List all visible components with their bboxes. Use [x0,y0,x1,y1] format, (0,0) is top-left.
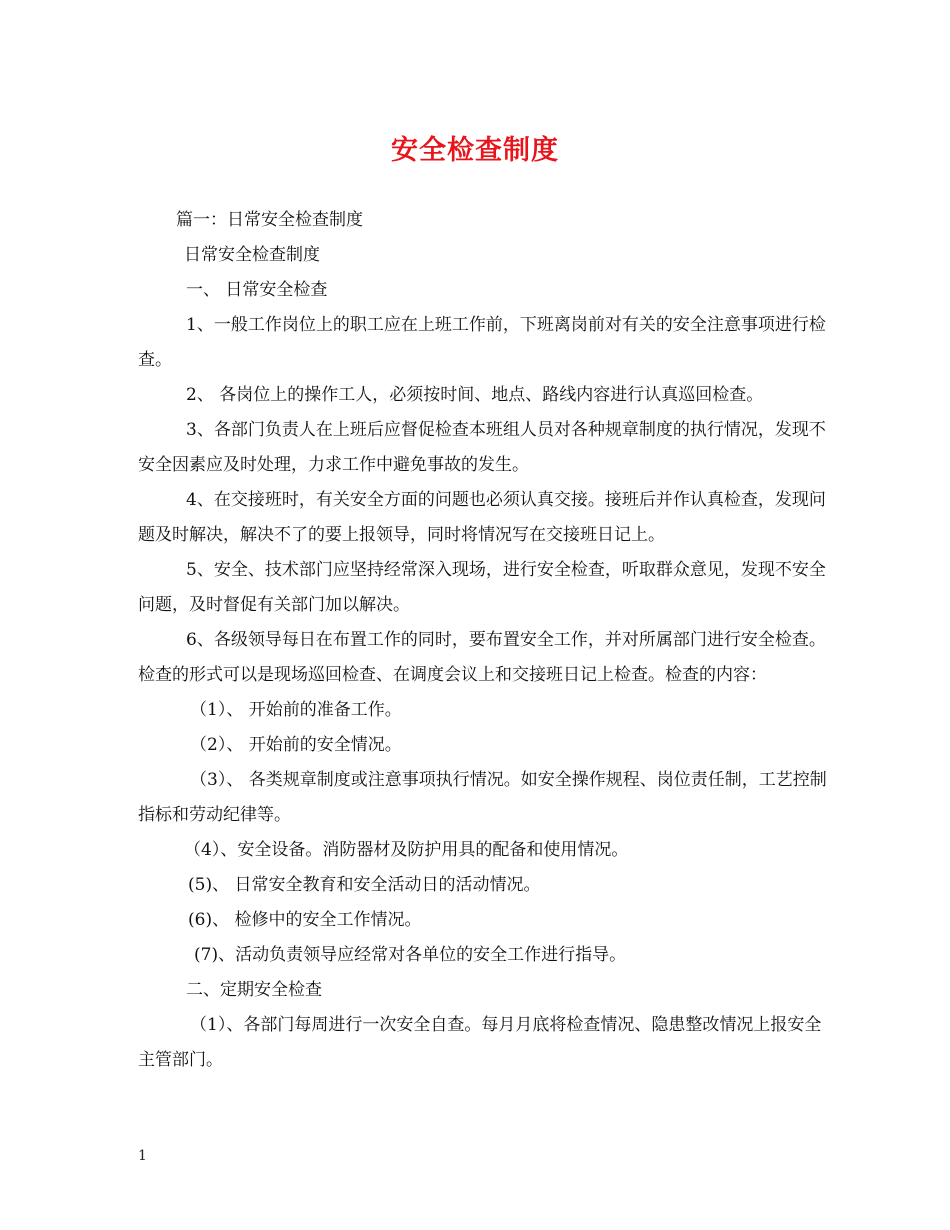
section-heading: 二、定期安全检查 [186,980,322,1000]
document-title: 安全检查制度 [391,135,559,166]
paragraph: 2、 各岗位上的操作工人，必须按时间、地点、路线内容进行认真巡回检查。 [186,385,764,405]
list-item: （3）、 各类规章制度或注意事项执行情况。如安全操作规程、岗位责任制，工艺控制指标和劳动纪律等。 [138,770,827,825]
document-body [138,203,828,1078]
list-item: （4）、安全设备。消防器材及防护用具的配备和使用情况。 [184,840,629,860]
section-heading: 一、 日常安全检查 [186,280,328,300]
paragraph: 1、一般工作岗位上的职工应在上班工作前，下班离岗前对有关的安全注意事项进行检查。 [138,315,826,370]
paragraph: 3、各部门负责人在上班后应督促检查本班组人员对各种规章制度的执行情况，发现不安全因素应及时处理，力求工作中避免事故的发生。 [138,420,826,475]
list-item: （2）、 开始前的安全情况。 [190,735,402,755]
list-item: (5)、 日常安全教育和安全活动日的活动情况。 [188,875,541,895]
page-number: 1 [138,1148,147,1164]
paragraph: 5、安全、技术部门应坚持经常深入现场，进行安全检查，听取群众意见，发现不安全问题，及时督促有关部门加以解决。 [138,560,826,615]
list-item: (6)、 检修中的安全工作情况。 [188,910,422,930]
list-item: (7)、活动负责领导应经常对各单位的安全工作进行指导。 [194,945,627,965]
paragraph: 6、各级领导每日在布置工作的同时，要布置安全工作，并对所属部门进行安全检查。检查的形式可以是现场巡回检查、在调度会议上和交接班日记上检查。检查的内容： [138,630,826,685]
list-item: （1）、 开始前的准备工作。 [190,700,402,720]
list-item: （1）、各部门每周进行一次安全自查。每月月底将检查情况、隐患整改情况上报安全主管部门。 [138,1015,822,1070]
subsection-title: 日常安全检查制度 [184,245,320,265]
paragraph: 4、在交接班时，有关安全方面的问题也必须认真交接。接班后并作认真检查，发现问题及时解决，解决不了的要上报领导，同时将情况写在交接班日记上。 [138,490,826,545]
section-heading: 篇一：日常安全检查制度 [176,210,363,230]
